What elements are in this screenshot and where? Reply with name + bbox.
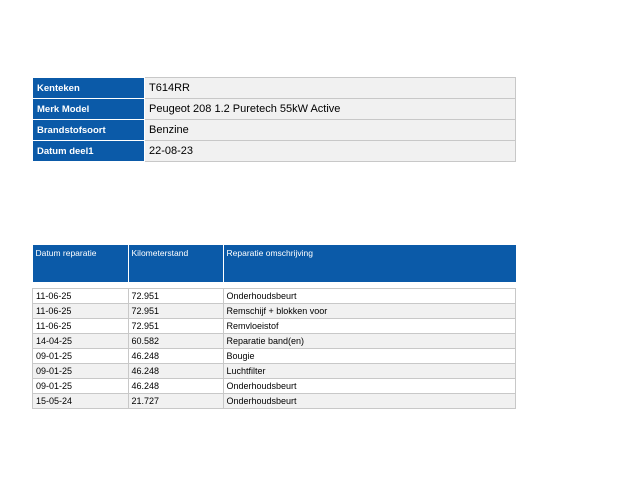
vehicle-label: Datum deel1 [33, 141, 145, 162]
description-cell: Bougie [223, 349, 516, 364]
vehicle-value: 22-08-23 [145, 141, 516, 162]
repair-date-cell: 11-06-25 [33, 304, 129, 319]
table-row [33, 394, 516, 409]
repair-date-cell: 11-06-25 [33, 319, 129, 334]
vehicle-label: Kenteken [33, 78, 145, 99]
column-header-repair-date: Datum reparatie [33, 245, 129, 282]
table-row [33, 349, 516, 364]
table-row [33, 304, 516, 319]
description-cell: Reparatie band(en) [223, 334, 516, 349]
repair-date-cell: 14-04-25 [33, 334, 129, 349]
column-header-mileage: Kilometerstand [128, 245, 223, 282]
description-cell: Onderhoudsbeurt [223, 289, 516, 304]
mileage-cell: 72.951 [128, 289, 223, 304]
description-cell: Luchtfilter [223, 364, 516, 379]
vehicle-row-license-plate [33, 78, 516, 99]
mileage-cell: 72.951 [128, 304, 223, 319]
repair-date-cell: 09-01-25 [33, 364, 129, 379]
vehicle-label: Merk Model [33, 99, 145, 120]
vehicle-row-registration-date [33, 141, 516, 162]
table-row [33, 289, 516, 304]
mileage-cell: 46.248 [128, 364, 223, 379]
description-cell: Remvloeistof [223, 319, 516, 334]
table-row [33, 364, 516, 379]
repair-header-row [33, 245, 516, 282]
description-cell: Onderhoudsbeurt [223, 394, 516, 409]
mileage-cell: 72.951 [128, 319, 223, 334]
column-header-description: Reparatie omschrijving [223, 245, 516, 282]
table-row [33, 319, 516, 334]
repair-date-cell: 09-01-25 [33, 379, 129, 394]
repair-history-table [32, 245, 516, 409]
vehicle-row-fuel-type [33, 120, 516, 141]
mileage-cell: 60.582 [128, 334, 223, 349]
mileage-cell: 46.248 [128, 379, 223, 394]
description-cell: Onderhoudsbeurt [223, 379, 516, 394]
repair-date-cell: 09-01-25 [33, 349, 129, 364]
vehicle-value: Peugeot 208 1.2 Puretech 55kW Active [145, 99, 516, 120]
vehicle-value: T614RR [145, 78, 516, 99]
table-row [33, 334, 516, 349]
table-row [33, 379, 516, 394]
description-cell: Remschijf + blokken voor [223, 304, 516, 319]
vehicle-value: Benzine [145, 120, 516, 141]
repair-date-cell: 11-06-25 [33, 289, 129, 304]
vehicle-info-table [32, 77, 516, 162]
mileage-cell: 21.727 [128, 394, 223, 409]
mileage-cell: 46.248 [128, 349, 223, 364]
repair-date-cell: 15-05-24 [33, 394, 129, 409]
vehicle-label: Brandstofsoort [33, 120, 145, 141]
vehicle-row-make-model [33, 99, 516, 120]
